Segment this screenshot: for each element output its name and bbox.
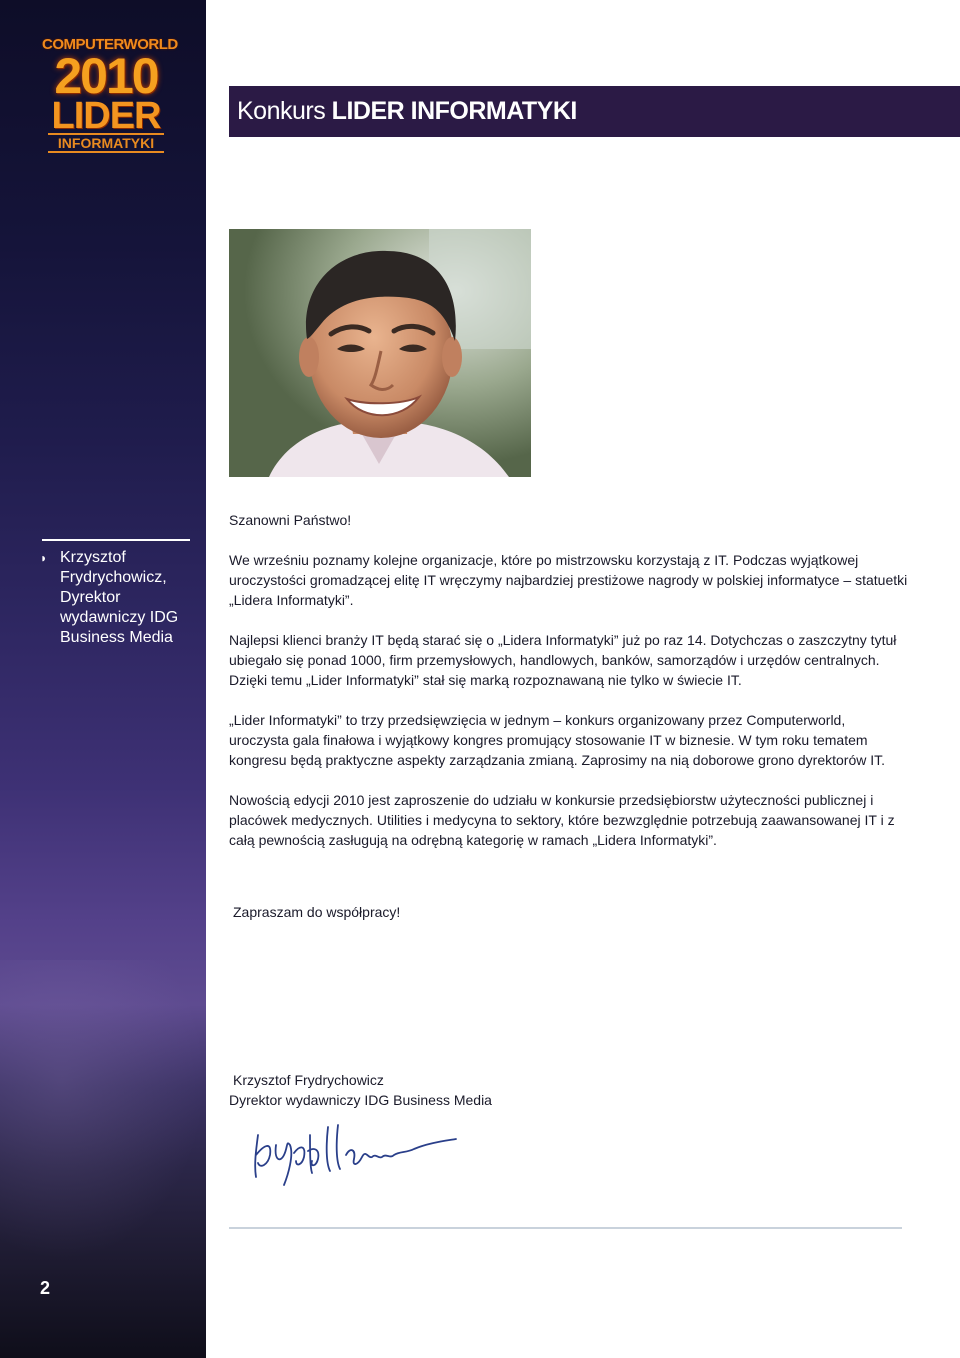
letter-paragraph-3: „Lider Informatyki” to trzy przedsięwzięcia w jednym – konkurs organizowany przez Computerworld, uroczysta gala finałowa i wyjątkowy kongres promujący stosowanie IT w biznesie. W tym roku tematem kongresu będą praktyczne aspekty zarządzania zmianą. Zaprosimy na nią doborowe grono dyrektorów IT. <box>229 712 886 768</box>
signer-role: Dyrektor wydawniczy IDG Business Media <box>229 1092 492 1108</box>
caption-bullet-icon: ◗ <box>40 551 48 565</box>
letter-greeting: Szanowni Państwo! <box>229 512 352 528</box>
page-title <box>237 96 577 126</box>
letter-closing: Zapraszam do współpracy! <box>233 904 401 920</box>
letter-paragraph-4: Nowością edycji 2010 jest zaproszenie do udziału w konkursie przedsiębiorstw użyteczności publicznej i placówek medycznych. Utilities i medycyna to sektory, które bezwzględnie potrzebują zaawansowanej IT i z całą pewnością zasługują na odrębną kategorię w ramach „Lidera Informatyki”. <box>229 792 895 848</box>
handwritten-signature <box>250 1115 460 1190</box>
sidebar <box>0 0 206 1358</box>
caption-text: Krzysztof Frydrychowicz, Dyrektor wydawniczy IDG Business Media <box>60 549 179 646</box>
page-title-bold: LIDER INFORMATYKI <box>331 97 577 125</box>
portrait-illustration <box>229 229 531 477</box>
portrait-photo <box>229 229 531 477</box>
sidebar-divider <box>42 539 190 541</box>
photo-caption <box>40 548 200 648</box>
lider-informatyki-2010-logo <box>42 36 178 166</box>
letter-paragraph-1: We wrześniu poznamy kolejne organizacje, które po mistrzowsku korzystają z IT. Podczas wyjątkowej uroczystości gromadzącej elitę IT wręczymy najbardziej prestiżowe nagrody w polskiej informatyce – statuetki „Lidera Informatyki”. <box>229 552 908 608</box>
page-number: 2 <box>40 1278 51 1298</box>
logo-line-1: COMPUTERWORLD <box>42 36 178 53</box>
page-title-light: Konkurs <box>237 97 326 125</box>
letter-paragraph-2: Najlepsi klienci branży IT będą starać się o „Lidera Informatyki” już po raz 14. Dotychczas o zaszczytny tytuł ubiegało się ponad 1000, firm przemysłowych, handlowych, banków, samorządów i urzędów centralnych. Dzięki temu „Lider Informatyki” stał się marką rozpoznawaną nie tylko w świecie IT. <box>229 632 897 688</box>
bottom-divider <box>229 1227 902 1229</box>
logo-line-2: 2010 <box>54 48 158 104</box>
logo-line-3: LIDER <box>51 95 161 137</box>
logo-line-4: INFORMATYKI <box>48 133 164 153</box>
signer-name: Krzysztof Frydrychowicz <box>233 1072 384 1088</box>
header-bar <box>229 86 960 137</box>
